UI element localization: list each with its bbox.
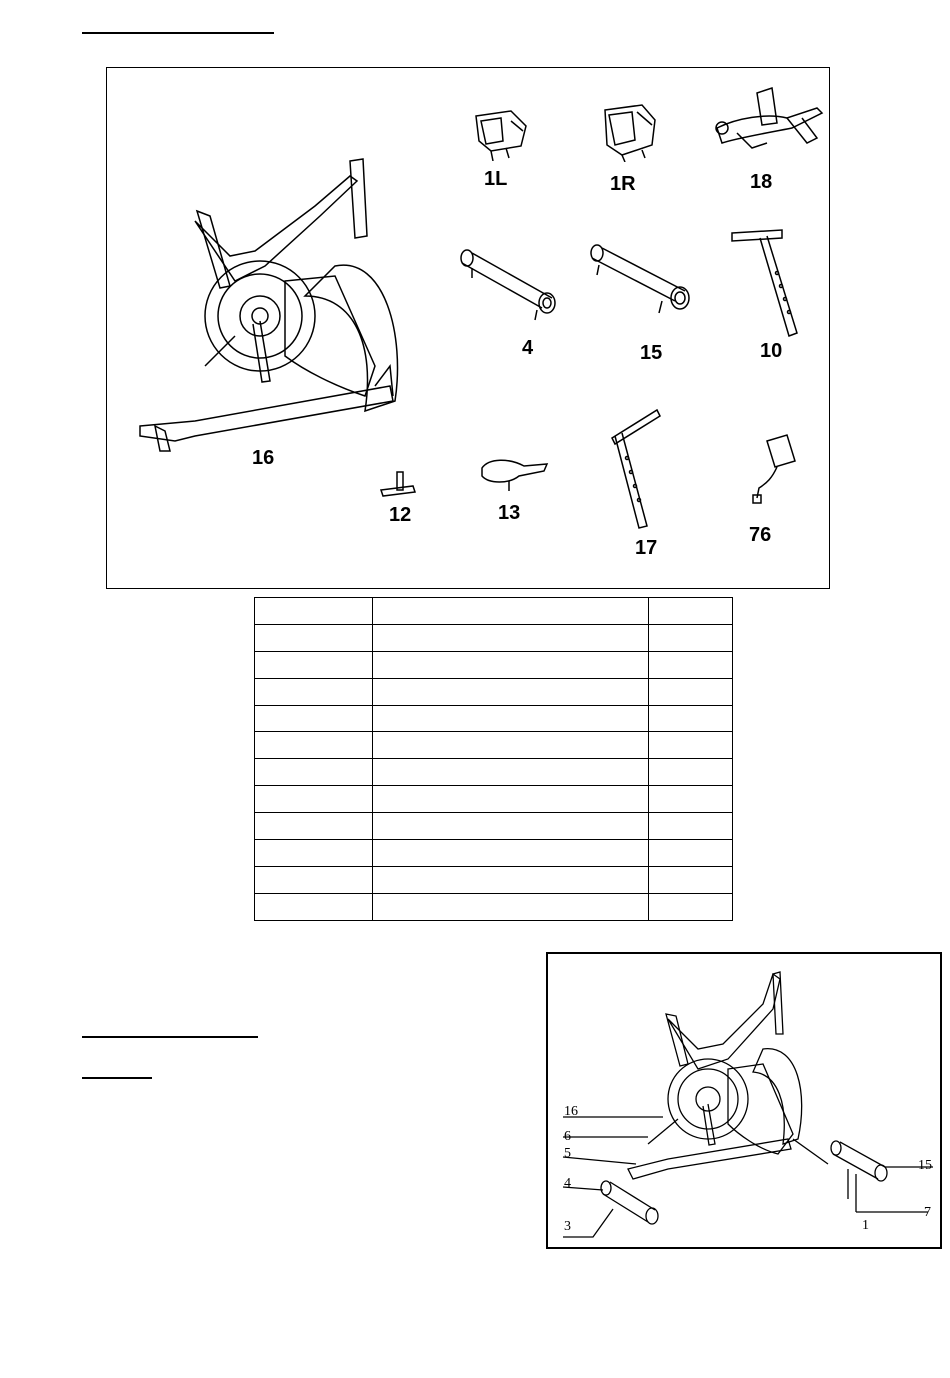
part-4-tube-drawing bbox=[457, 248, 559, 330]
heading-underline-step bbox=[82, 1036, 258, 1038]
table-row bbox=[255, 651, 733, 678]
heading-underline-top bbox=[82, 32, 274, 34]
table-row bbox=[255, 678, 733, 705]
callout-7: 7 bbox=[924, 1205, 931, 1220]
part-label-10: 10 bbox=[760, 340, 783, 362]
callout-5: 5 bbox=[564, 1146, 571, 1161]
step-figure bbox=[546, 952, 942, 1249]
part-label-13: 13 bbox=[498, 502, 521, 524]
callout-16: 16 bbox=[564, 1104, 578, 1119]
table-row bbox=[255, 759, 733, 786]
table-row bbox=[255, 840, 733, 867]
part-10-post-drawing bbox=[727, 228, 807, 340]
part-label-16: 16 bbox=[252, 447, 275, 469]
parts-table bbox=[254, 597, 733, 921]
parts-figure bbox=[106, 67, 830, 589]
part-1R-drawing bbox=[597, 100, 659, 162]
part-12-pin-drawing bbox=[377, 468, 419, 498]
table-row bbox=[255, 893, 733, 920]
callout-1: 1 bbox=[862, 1218, 869, 1233]
table-row bbox=[255, 705, 733, 732]
part-1L-drawing bbox=[471, 106, 529, 161]
callout-6: 6 bbox=[564, 1129, 571, 1144]
table-row bbox=[255, 732, 733, 759]
callout-3: 3 bbox=[564, 1219, 571, 1234]
part-label-15: 15 bbox=[640, 342, 663, 364]
heading-underline-substep bbox=[82, 1077, 152, 1079]
table-row bbox=[255, 624, 733, 651]
part-15-tube-drawing bbox=[587, 243, 697, 328]
table-row bbox=[255, 866, 733, 893]
callout-4: 4 bbox=[564, 1176, 571, 1191]
table-row bbox=[255, 598, 733, 625]
part-label-12: 12 bbox=[389, 504, 412, 526]
table-row bbox=[255, 786, 733, 813]
callout-15: 15 bbox=[918, 1158, 932, 1173]
table-row bbox=[255, 813, 733, 840]
part-label-17: 17 bbox=[635, 537, 658, 559]
part-13-saddle-drawing bbox=[479, 456, 549, 496]
part-label-76: 76 bbox=[749, 524, 772, 546]
main-frame-drawing bbox=[135, 156, 405, 456]
part-label-18: 18 bbox=[750, 171, 773, 193]
part-17-post-drawing bbox=[607, 408, 667, 530]
step-assembly-drawing bbox=[548, 954, 940, 1247]
part-label-4: 4 bbox=[522, 337, 534, 359]
part-76-adapter-drawing bbox=[747, 433, 799, 505]
part-label-1R: 1R bbox=[610, 173, 636, 195]
part-18-handlebar-drawing bbox=[707, 83, 825, 163]
part-label-1L: 1L bbox=[484, 168, 508, 190]
